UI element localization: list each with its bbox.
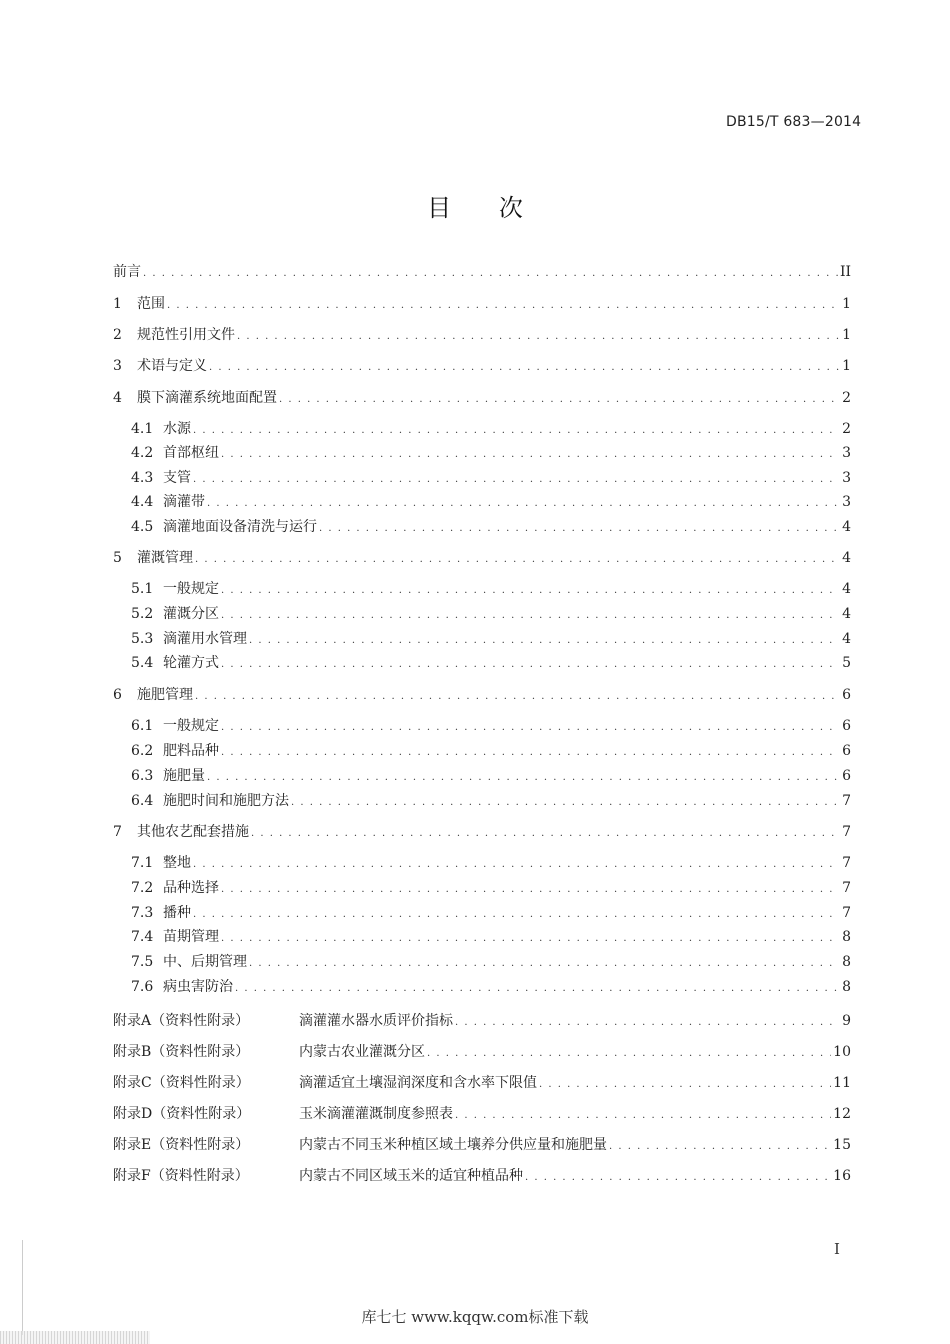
dot-leader <box>291 791 839 811</box>
toc-entry[interactable] <box>113 356 851 376</box>
toc-entry[interactable] <box>131 952 851 972</box>
toc-entry-page: 1 <box>842 296 851 312</box>
toc-entry-page: 8 <box>842 929 851 945</box>
toc-entry-number: 4 <box>113 390 122 406</box>
toc-entry[interactable] <box>131 853 851 873</box>
toc-entry-title: 病虫害防治 <box>163 979 233 995</box>
toc-entry[interactable] <box>131 977 851 997</box>
toc-entry-title: 施肥管理 <box>137 687 193 703</box>
dot-leader <box>221 878 839 898</box>
dot-leader <box>251 822 839 842</box>
dot-leader <box>237 325 839 345</box>
toc-entry-title: 一般规定 <box>163 581 219 597</box>
toc-entry-title: 前言 <box>113 264 141 280</box>
toc-entry[interactable] <box>131 517 851 537</box>
toc-entry-number: 7.2 <box>131 880 154 896</box>
toc-entry-page: 5 <box>842 655 851 671</box>
toc-entry-page: 6 <box>842 687 851 703</box>
toc-entry-page: 7 <box>842 905 851 921</box>
toc-entry-number: 4.5 <box>131 519 154 535</box>
dot-leader <box>221 604 839 624</box>
watermark-text: 库七七 www.kqqw.com标准下载 <box>361 1308 589 1326</box>
toc-appendix-entry[interactable] <box>113 1011 851 1031</box>
toc-entry[interactable] <box>131 579 851 599</box>
toc-entry-number: 5.3 <box>131 631 154 647</box>
appendix-page: 16 <box>833 1168 851 1184</box>
dot-leader <box>209 356 839 376</box>
toc-entry[interactable] <box>131 443 851 463</box>
toc-entry-page: 4 <box>842 519 851 535</box>
toc-entry-title: 首部枢纽 <box>163 445 219 461</box>
toc-entry-number: 4.1 <box>131 421 154 437</box>
toc-entry[interactable] <box>131 927 851 947</box>
toc-entry-title: 灌溉管理 <box>137 550 193 566</box>
toc-entry-page: 7 <box>842 824 851 840</box>
dot-leader <box>221 443 839 463</box>
dot-leader <box>143 262 838 282</box>
appendix-page: 12 <box>833 1106 851 1122</box>
toc-entry-page: 7 <box>842 855 851 871</box>
toc-entry-number: 4.2 <box>131 445 154 461</box>
dot-leader <box>193 419 839 439</box>
title-char-2: 次 <box>498 194 523 222</box>
toc-entry-number: 5.4 <box>131 655 154 671</box>
document-code: DB15/T 683—2014 <box>726 114 862 130</box>
toc-appendix-entry[interactable] <box>113 1135 851 1155</box>
toc-entry-number: 4.4 <box>131 494 154 510</box>
toc-entry[interactable] <box>113 262 851 282</box>
appendix-title: 内蒙古农业灌溉分区 <box>299 1044 425 1060</box>
toc-entry-number: 6.1 <box>131 718 154 734</box>
toc-entry-title: 术语与定义 <box>137 358 207 374</box>
dot-leader <box>609 1135 831 1155</box>
appendix-prefix: 附录B（资料性附录） <box>113 1044 250 1060</box>
toc-entry-title: 滴灌带 <box>163 494 205 510</box>
toc-entry-title: 中、后期管理 <box>163 954 247 970</box>
page-number: I <box>834 1240 840 1258</box>
toc-entry[interactable] <box>113 685 851 705</box>
appendix-prefix: 附录F（资料性附录） <box>113 1168 249 1184</box>
appendix-prefix: 附录D（资料性附录） <box>113 1106 251 1122</box>
dot-leader <box>249 629 839 649</box>
toc-entry-number: 7.6 <box>131 979 154 995</box>
toc-entry-page: 2 <box>842 421 851 437</box>
toc-entry-page: 8 <box>842 954 851 970</box>
toc-entry[interactable] <box>113 822 851 842</box>
toc-entry-number: 7 <box>113 824 122 840</box>
toc-entry[interactable] <box>113 548 851 568</box>
toc-entry[interactable] <box>131 878 851 898</box>
toc-entry-title: 其他农艺配套措施 <box>137 824 249 840</box>
toc-entry-title: 苗期管理 <box>163 929 219 945</box>
toc-entry-number: 7.1 <box>131 855 154 871</box>
toc-entry-title: 肥料品种 <box>163 743 219 759</box>
appendix-page: 15 <box>833 1137 851 1153</box>
dot-leader <box>525 1166 831 1186</box>
toc-entry[interactable] <box>131 903 851 923</box>
toc-entry-number: 7.5 <box>131 954 154 970</box>
toc-entry[interactable] <box>113 294 851 314</box>
appendix-prefix: 附录A（资料性附录） <box>113 1013 250 1029</box>
toc-entry-page: 1 <box>842 358 851 374</box>
toc-entry-title: 施肥量 <box>163 768 205 784</box>
toc-entry-page: 4 <box>842 631 851 647</box>
toc-entry-title: 滴灌用水管理 <box>163 631 247 647</box>
toc-entry-number: 1 <box>113 296 122 312</box>
toc-entry[interactable] <box>131 629 851 649</box>
toc-entry[interactable] <box>131 492 851 512</box>
appendix-prefix: 附录E（资料性附录） <box>113 1137 250 1153</box>
appendix-title: 滴灌灌水器水质评价指标 <box>299 1013 453 1029</box>
toc-entry[interactable] <box>131 791 851 811</box>
toc-entry-title: 整地 <box>163 855 191 871</box>
scan-noise <box>0 1331 150 1344</box>
toc-appendix-entry[interactable] <box>113 1104 851 1124</box>
toc-entry-page: 4 <box>842 581 851 597</box>
dot-leader <box>207 766 839 786</box>
toc-entry-title: 一般规定 <box>163 718 219 734</box>
appendix-page: 10 <box>833 1044 851 1060</box>
toc-entry-page: 3 <box>842 494 851 510</box>
toc-entry[interactable] <box>131 653 851 673</box>
dot-leader <box>221 579 839 599</box>
toc-entry-title: 播种 <box>163 905 191 921</box>
toc-entry-title: 支管 <box>163 470 191 486</box>
dot-leader <box>221 741 839 761</box>
dot-leader <box>279 388 839 408</box>
toc-entry-number: 7.4 <box>131 929 154 945</box>
dot-leader <box>249 952 839 972</box>
toc-entry-title: 品种选择 <box>163 880 219 896</box>
appendix-page: 11 <box>833 1075 851 1091</box>
dot-leader <box>319 517 839 537</box>
toc-appendix-entry[interactable] <box>113 1042 851 1062</box>
toc-entry-page: 3 <box>842 470 851 486</box>
dot-leader <box>539 1073 831 1093</box>
toc-entry-page: 7 <box>842 793 851 809</box>
dot-leader <box>455 1104 831 1124</box>
toc-entry-page: 7 <box>842 880 851 896</box>
toc-entry[interactable] <box>131 604 851 624</box>
toc-entry-page: 6 <box>842 718 851 734</box>
dot-leader <box>221 653 839 673</box>
toc-entry[interactable] <box>131 419 851 439</box>
toc-entry-page: 2 <box>842 390 851 406</box>
toc-entry[interactable] <box>131 766 851 786</box>
toc-entry-page: 4 <box>842 606 851 622</box>
toc-entry-page: 1 <box>842 327 851 343</box>
toc-entry-title: 范围 <box>137 296 165 312</box>
toc-entry-number: 6 <box>113 687 122 703</box>
toc-entry-title: 膜下滴灌系统地面配置 <box>137 390 277 406</box>
toc-entry-page: 8 <box>842 979 851 995</box>
toc-entry-page: 6 <box>842 768 851 784</box>
toc-entry-number: 6.3 <box>131 768 154 784</box>
toc-entry-number: 3 <box>113 358 122 374</box>
toc-entry[interactable] <box>131 741 851 761</box>
dot-leader <box>195 685 839 705</box>
toc-entry-number: 4.3 <box>131 470 154 486</box>
toc-entry-page: 6 <box>842 743 851 759</box>
toc-entry-title: 规范性引用文件 <box>137 327 235 343</box>
dot-leader <box>207 492 839 512</box>
toc-entry-number: 6.2 <box>131 743 154 759</box>
toc-entry-page: II <box>839 264 851 280</box>
toc-entry-title: 水源 <box>163 421 191 437</box>
scan-artifact <box>22 1240 23 1335</box>
toc-entry-number: 5.2 <box>131 606 154 622</box>
toc-entry-number: 7.3 <box>131 905 154 921</box>
toc-entry-number: 5.1 <box>131 581 154 597</box>
toc-entry-title: 施肥时间和施肥方法 <box>163 793 289 809</box>
toc-entry-number: 2 <box>113 327 122 343</box>
dot-leader <box>221 716 839 736</box>
dot-leader <box>221 927 839 947</box>
appendix-title: 内蒙古不同区域玉米的适宜种植品种 <box>299 1168 523 1184</box>
toc-entry-title: 滴灌地面设备清洗与运行 <box>163 519 317 535</box>
toc-entry[interactable] <box>131 716 851 736</box>
toc-entry-number: 5 <box>113 550 122 566</box>
toc-entry-title: 轮灌方式 <box>163 655 219 671</box>
toc-entry-number: 6.4 <box>131 793 154 809</box>
dot-leader <box>455 1011 839 1031</box>
toc-entry-page: 4 <box>842 550 851 566</box>
appendix-title: 内蒙古不同玉米种植区域土壤养分供应量和施肥量 <box>299 1137 607 1153</box>
toc-entry[interactable] <box>113 325 851 345</box>
appendix-title: 滴灌适宜土壤湿润深度和含水率下限值 <box>299 1075 537 1091</box>
toc-appendix-entry[interactable] <box>113 1166 851 1186</box>
toc-entry[interactable] <box>131 468 851 488</box>
title-char-1: 目 <box>427 194 452 222</box>
toc-entry-page: 3 <box>842 445 851 461</box>
dot-leader <box>193 903 839 923</box>
dot-leader <box>235 977 839 997</box>
dot-leader <box>195 548 839 568</box>
toc-entry[interactable] <box>113 388 851 408</box>
dot-leader <box>427 1042 831 1062</box>
page-title <box>0 188 950 223</box>
appendix-title: 玉米滴灌灌溉制度参照表 <box>299 1106 453 1122</box>
dot-leader <box>193 853 839 873</box>
appendix-page: 9 <box>842 1013 851 1029</box>
toc-entry-title: 灌溉分区 <box>163 606 219 622</box>
dot-leader <box>167 294 839 314</box>
appendix-prefix: 附录C（资料性附录） <box>113 1075 250 1091</box>
toc-appendix-entry[interactable] <box>113 1073 851 1093</box>
dot-leader <box>193 468 839 488</box>
